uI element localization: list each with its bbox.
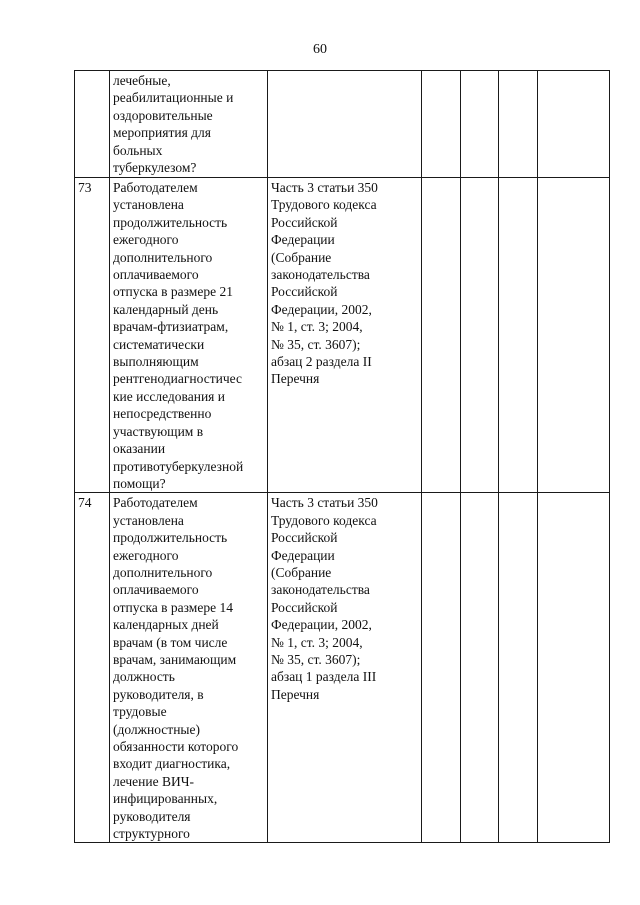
text-line: руководителя bbox=[113, 808, 191, 824]
text-line: установлена bbox=[113, 197, 184, 213]
text-line: календарный день bbox=[113, 301, 219, 317]
text-line: Трудового кодекса bbox=[271, 197, 377, 213]
text-line: (Собрание bbox=[271, 564, 332, 580]
text-line: ежегодного bbox=[113, 232, 179, 248]
text-line: Федерации bbox=[271, 547, 335, 563]
page-number: 60 bbox=[313, 42, 327, 57]
text-line: оздоровительные bbox=[113, 107, 213, 123]
question-text-cell bbox=[110, 178, 268, 493]
text-line: руководителя, в bbox=[113, 686, 204, 702]
answer-no-cell bbox=[461, 71, 499, 178]
text-line: трудовые bbox=[113, 704, 167, 720]
question-text-cell bbox=[110, 71, 268, 178]
text-line: Российской bbox=[271, 530, 338, 546]
text-line: оплачиваемого bbox=[113, 267, 199, 283]
text-line: инфицированных, bbox=[113, 791, 218, 807]
text-line: выполняющим bbox=[113, 354, 199, 370]
question-text-cell bbox=[110, 493, 268, 843]
text-line: законодательства bbox=[271, 267, 370, 283]
text-line: № 35, ст. 3607); bbox=[271, 651, 361, 667]
text-line: структурного bbox=[113, 826, 190, 842]
row-number-cell: 74 bbox=[75, 493, 110, 843]
text-line: систематически bbox=[113, 336, 205, 352]
answer-no-cell bbox=[461, 493, 499, 843]
text-line: Часть 3 статьи 350 bbox=[271, 495, 378, 511]
legal-basis-cell bbox=[268, 493, 422, 843]
text-line: отпуска в размере 14 bbox=[113, 599, 233, 615]
text-line: Перечня bbox=[271, 686, 320, 702]
text-line: помощи? bbox=[113, 475, 166, 491]
text-line: лечебные, bbox=[113, 73, 171, 88]
text-line: Российской bbox=[271, 599, 338, 615]
text-line: Российской bbox=[271, 214, 338, 230]
text-line: абзац 2 раздела II bbox=[271, 354, 372, 370]
text-line: обязанности которого bbox=[113, 739, 239, 754]
text-line: (Собрание bbox=[271, 249, 332, 265]
text-line: оплачиваемого bbox=[113, 582, 199, 598]
text-line: № 1, ст. 3; 2004, bbox=[271, 319, 363, 335]
text-line: Работодателем bbox=[113, 495, 198, 511]
text-line: абзац 1 раздела III bbox=[271, 669, 377, 685]
legal-basis-cell bbox=[268, 178, 422, 493]
text-line: продолжительность bbox=[113, 530, 228, 546]
text-line: Российской bbox=[271, 284, 338, 300]
remarks-cell bbox=[538, 493, 610, 843]
text-line: оказании bbox=[113, 441, 166, 457]
text-line: Часть 3 статьи 350 bbox=[271, 180, 378, 195]
text-line: лечение ВИЧ- bbox=[113, 773, 195, 789]
text-line: Федерации bbox=[271, 232, 335, 248]
text-line: непосредственно bbox=[113, 406, 212, 422]
remarks-cell bbox=[538, 178, 610, 493]
text-line: установлена bbox=[113, 512, 184, 528]
answer-na-cell bbox=[499, 493, 538, 843]
answer-yes-cell bbox=[422, 493, 461, 843]
text-line: кие исследования и bbox=[113, 388, 225, 404]
answer-na-cell bbox=[499, 71, 538, 178]
answer-yes-cell bbox=[422, 71, 461, 178]
text-line: мероприятия для bbox=[113, 125, 211, 141]
text-line: календарных дней bbox=[113, 617, 219, 633]
text-line: Трудового кодекса bbox=[271, 512, 377, 528]
table-row bbox=[75, 71, 610, 178]
text-line: продолжительность bbox=[113, 214, 228, 230]
text-line: ежегодного bbox=[113, 547, 179, 563]
text-line: дополнительного bbox=[113, 249, 213, 265]
text-line: Федерации, 2002, bbox=[271, 617, 372, 633]
legal-basis-cell bbox=[268, 71, 422, 178]
text-line: противотуберкулезной bbox=[113, 458, 244, 474]
text-line: рентгенодиагностичес bbox=[113, 371, 242, 387]
text-line: № 1, ст. 3; 2004, bbox=[271, 634, 363, 650]
row-number-cell: 73 bbox=[75, 178, 110, 493]
text-line: входит диагностика, bbox=[113, 756, 231, 772]
table-row bbox=[75, 178, 610, 493]
text-line: Работодателем bbox=[113, 180, 198, 195]
text-line: больных bbox=[113, 142, 163, 158]
text-line: врачам-фтизиатрам, bbox=[113, 319, 229, 335]
text-line: Федерации, 2002, bbox=[271, 301, 372, 317]
text-line: участвующим в bbox=[113, 423, 204, 439]
requirements-table bbox=[74, 70, 610, 843]
text-line: врачам, занимающим bbox=[113, 651, 237, 667]
answer-na-cell bbox=[499, 178, 538, 493]
answer-yes-cell bbox=[422, 178, 461, 493]
text-line: врачам (в том числе bbox=[113, 634, 228, 650]
text-line: № 35, ст. 3607); bbox=[271, 336, 361, 352]
text-line: Перечня bbox=[271, 371, 320, 387]
text-line: реабилитационные и bbox=[113, 90, 234, 106]
text-line: отпуска в размере 21 bbox=[113, 284, 233, 300]
text-line: дополнительного bbox=[113, 564, 213, 580]
text-line: законодательства bbox=[271, 582, 370, 598]
answer-no-cell bbox=[461, 178, 499, 493]
remarks-cell bbox=[538, 71, 610, 178]
text-line: должность bbox=[113, 669, 175, 685]
text-line: (должностные) bbox=[113, 721, 200, 737]
table-row bbox=[75, 493, 610, 843]
row-number-cell bbox=[75, 71, 110, 178]
text-line: туберкулезом? bbox=[113, 160, 197, 176]
